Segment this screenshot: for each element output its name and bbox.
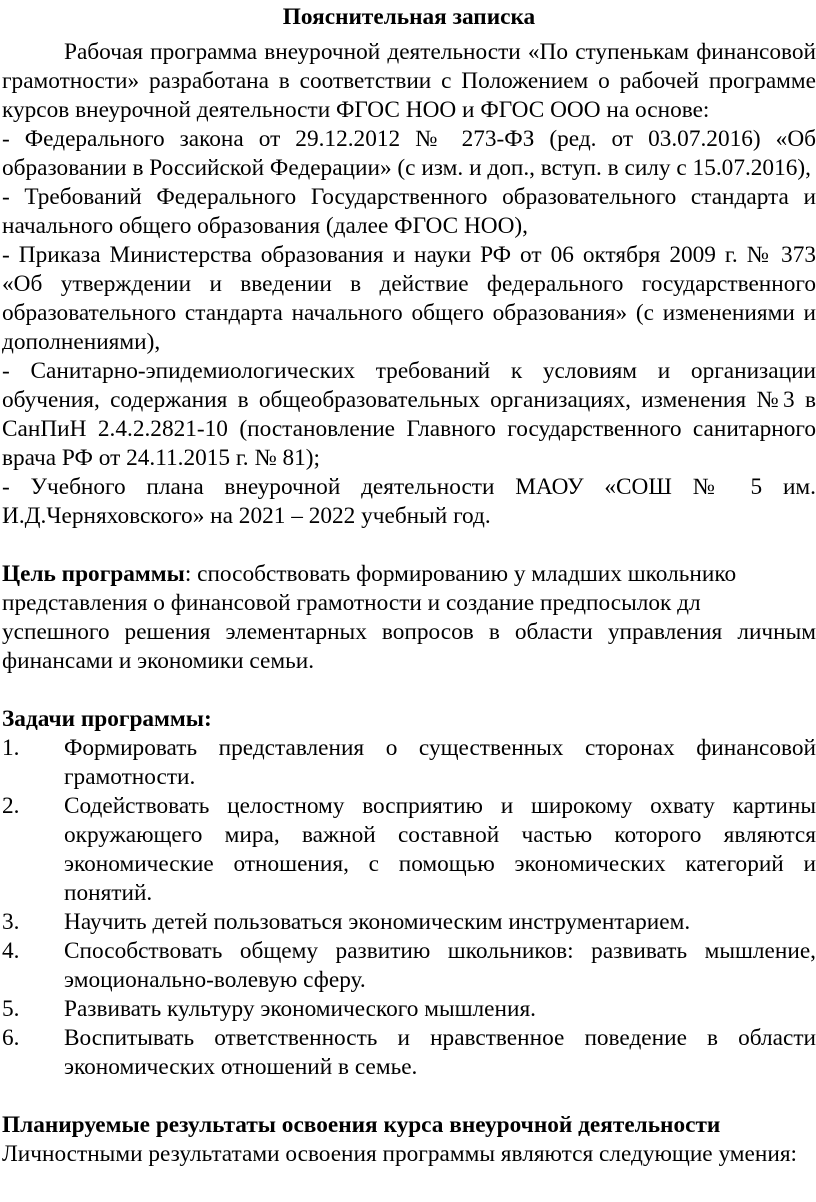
basis-item-3: - Приказа Министерства образования и науки РФ от 06 октября 2009 г. № 373 «Об утверждении и введении в действие федерального государственного образовательного стандарта начального общего образования» (с изменениями и дополнениями), [2,242,816,355]
spacer [2,531,816,560]
results-heading: Планируемые результаты освоения курса внеурочной деятельности [2,1112,721,1138]
basis-item-5: - Учебного плана внеурочной деятельности МАОУ «СОШ № 5 им. И.Д.Черняховского» на 2021 – 2022 учебный год. [2,474,816,529]
task-text: Развивать культуру экономического мышления. [64,996,536,1022]
task-number: 4. [2,938,20,964]
task-number: 6. [2,1025,20,1051]
basis-item-1: - Федерального закона от 29.12.2012 № 273-ФЗ (ред. от 03.07.2016) «Об образовании в Российской Федерации» (с изм. и доп., вступ. в силу с 15.07.2016), [2,126,816,181]
intro-paragraph: Рабочая программа внеурочной деятельности «По ступенькам финансовой грамотности» разработана в соответствии с Положением о рабочей программе курсов внеурочной деятельности ФГОС НОО и ФГОС ООО на основе: [2,39,816,123]
goal-line-3: успешного решения элементарных вопросов в области управления личным финансами и экономики семьи. [2,619,816,674]
tasks-heading: Задачи программы: [2,706,212,732]
results-text: Личностными результатами освоения программы являются следующие умения: [2,1141,798,1167]
task-item-4 [2,937,816,995]
task-number: 3. [2,909,20,935]
goal-text-1: : способствовать формированию у младших школьнико [184,561,737,587]
task-text: Содействовать целостному восприятию и широкому охвату картины окружающего мира, важной составной частью которого являются экономические отношения, с помощью экономических категорий и понятий. [64,793,816,906]
task-item-6 [2,1024,816,1082]
basis-item-2: - Требований Федерального Государственного образовательного стандарта и начального общего образования (далее ФГОС НОО), [2,184,816,239]
task-number: 5. [2,996,20,1022]
goal-label: Цель программы [2,561,185,587]
task-item-3 [2,908,816,937]
task-number: 2. [2,793,20,819]
basis-item-4: - Санитарно-эпидемиологических требований к условиям и организации обучения, содержания в общеобразовательных организациях, изменения №3 в СанПиН 2.4.2.2821-10 (постановление Главного государственного санитарного врача РФ от 24.11.2015 г. № 81); [2,358,816,471]
task-item-1 [2,734,816,792]
document-title: Пояснительная записка [282,4,536,30]
goal-section [2,560,816,676]
task-text: Способствовать общему развитию школьников: развивать мышление, эмоционально-волевую сферу. [64,938,816,993]
goal-line-1 [2,560,816,589]
task-text: Научить детей пользоваться экономическим инструментарием. [64,909,691,935]
task-text: Воспитывать ответственность и нравственное поведение в области экономических отношений в семье. [64,1025,816,1080]
task-item-2 [2,792,816,908]
task-number: 1. [2,735,20,761]
spacer [2,676,816,705]
task-item-5 [2,995,816,1024]
goal-line-2: представления о финансовой грамотности и создание предпосылок дл [2,590,701,616]
spacer [2,1082,816,1111]
task-text: Формировать представления о существенных сторонах финансовой грамотности. [64,735,816,790]
